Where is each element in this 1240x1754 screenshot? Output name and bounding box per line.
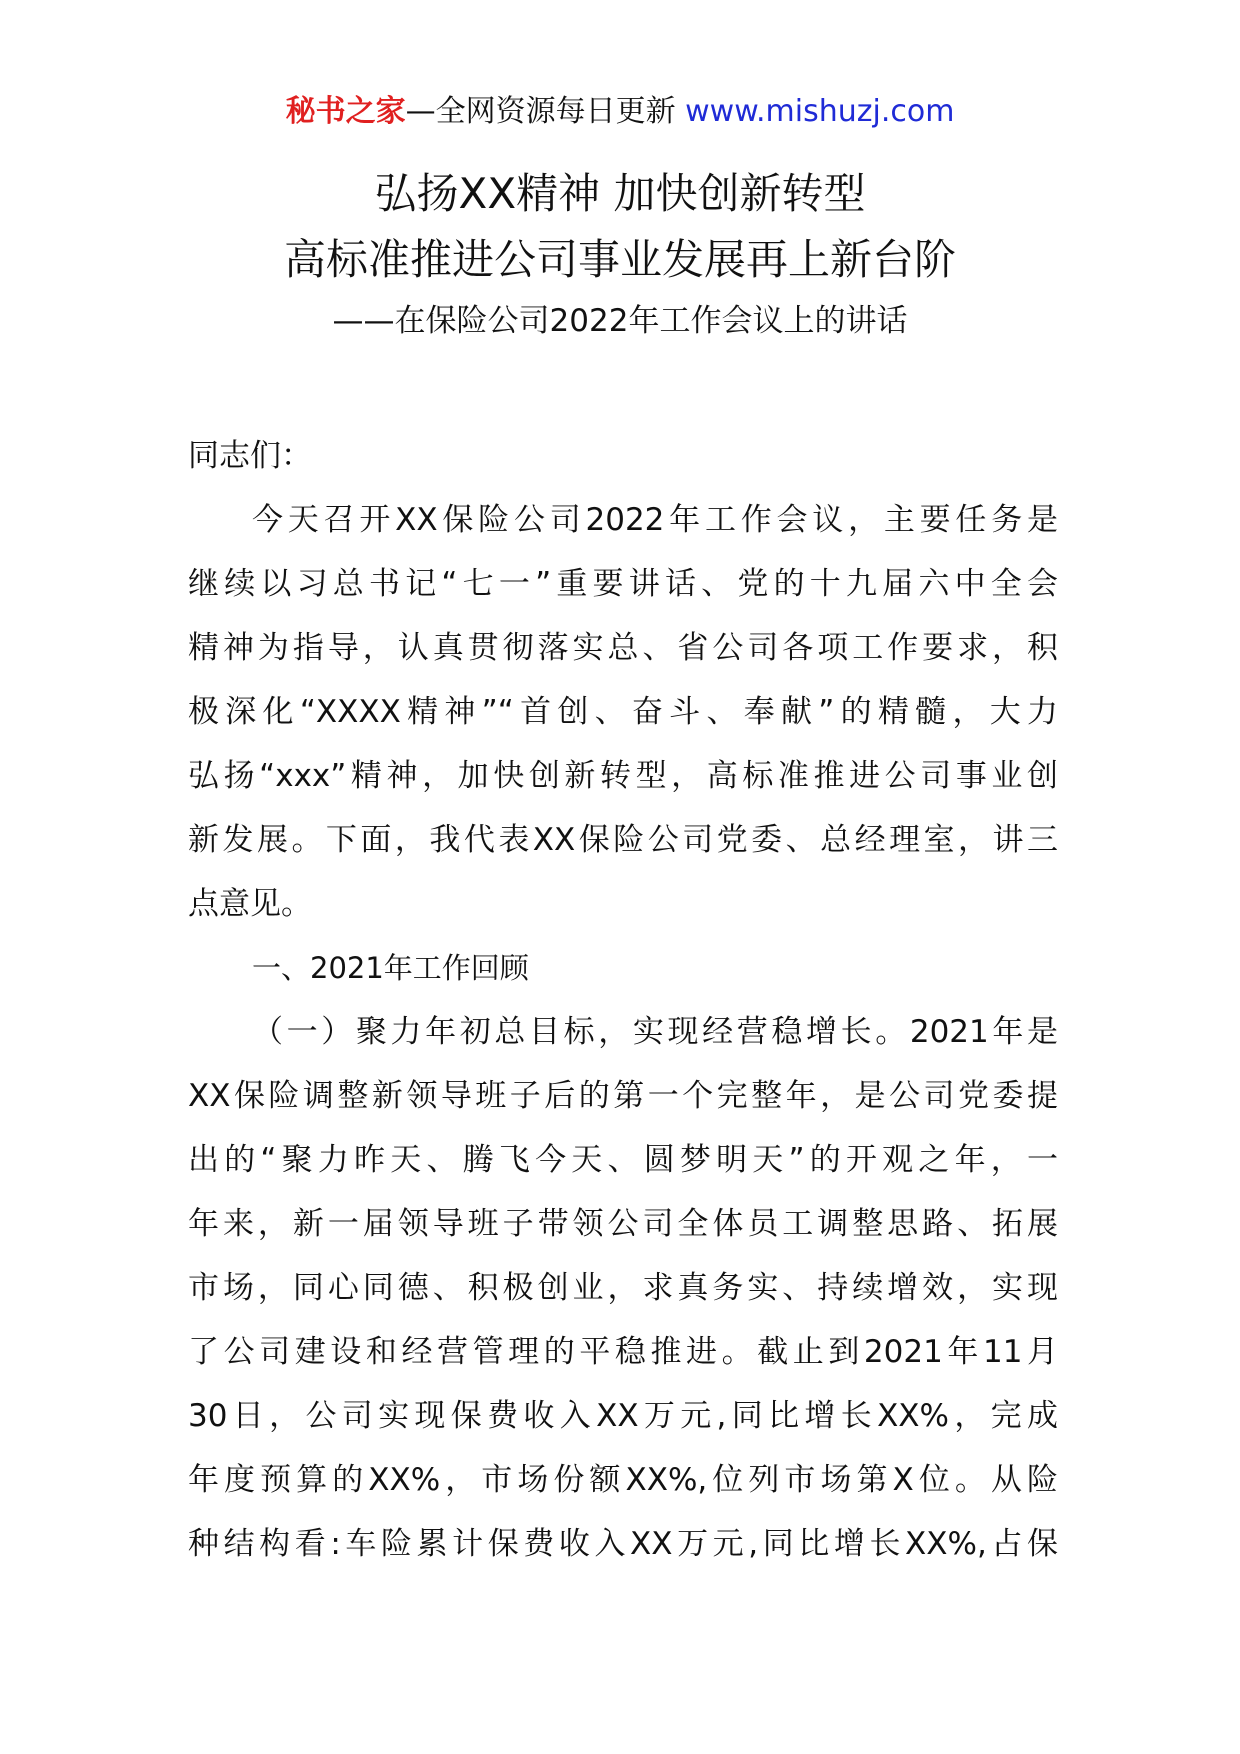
salutation: 同志们： [188,438,312,474]
paragraph-1-line-1: 今天召开XX保险公司2022年工作会议，主要任务是 [252,502,1058,538]
paragraph-2-line-4: 年来，新一届领导班子带领公司全体员工调整思路、拓展 [188,1206,1058,1242]
paragraph-1-line-2: 继续以习总书记“七一”重要讲话、党的十九届六中全会 [188,566,1058,602]
paragraph-2-line-2: XX保险调整新领导班子后的第一个完整年，是公司党委提 [188,1078,1058,1114]
document-title-line-1: 弘扬XX精神 加快创新转型 [374,169,866,218]
section-heading-1: 一、2021年工作回顾 [252,951,529,985]
document-title-line-2: 高标准推进公司事业发展再上新台阶 [283,235,956,284]
banner-tagline: —全网资源每日更新 [405,94,676,129]
banner-brand: 秘书之家 [285,94,406,129]
paragraph-2-line-6: 了公司建设和经营管理的平稳推进。截止到2021年11月 [188,1334,1058,1370]
paragraph-2-line-5: 市场，同心同德、积极创业，求真务实、持续增效，实现 [188,1270,1058,1306]
document-subtitle: ——在保险公司2022年工作会议上的讲话 [332,303,908,339]
paragraph-2-line-3: 出的“聚力昨天、腾飞今天、圆梦明天”的开观之年，一 [188,1142,1058,1178]
paragraph-1-line-5: 弘扬“xxx”精神，加快创新转型，高标准推进公司事业创 [188,758,1058,794]
paragraph-1-line-6: 新发展。下面，我代表XX保险公司党委、总经理室，讲三 [188,822,1058,858]
paragraph-1-line-3: 精神为指导，认真贯彻落实总、省公司各项工作要求，积 [188,630,1058,666]
banner-url-link[interactable]: www.mishuzj.com [685,94,955,129]
paragraph-2-line-7: 30日，公司实现保费收入XX万元,同比增长XX%，完成 [188,1398,1058,1434]
paragraph-2-line-1: （一）聚力年初总目标，实现经营稳增长。2021年是 [252,1014,1058,1050]
paragraph-1-line-4: 极深化“XXXX精神”“首创、奋斗、奉献”的精髓，大力 [188,694,1058,730]
paragraph-2-line-9: 种结构看:车险累计保费收入XX万元,同比增长XX%,占保 [188,1526,1058,1562]
paragraph-2-line-8: 年度预算的XX%，市场份额XX%,位列市场第X位。从险 [188,1462,1058,1498]
site-banner [0,92,1240,132]
paragraph-1-line-7: 点意见。 [188,886,312,922]
document-body [188,424,1058,1576]
